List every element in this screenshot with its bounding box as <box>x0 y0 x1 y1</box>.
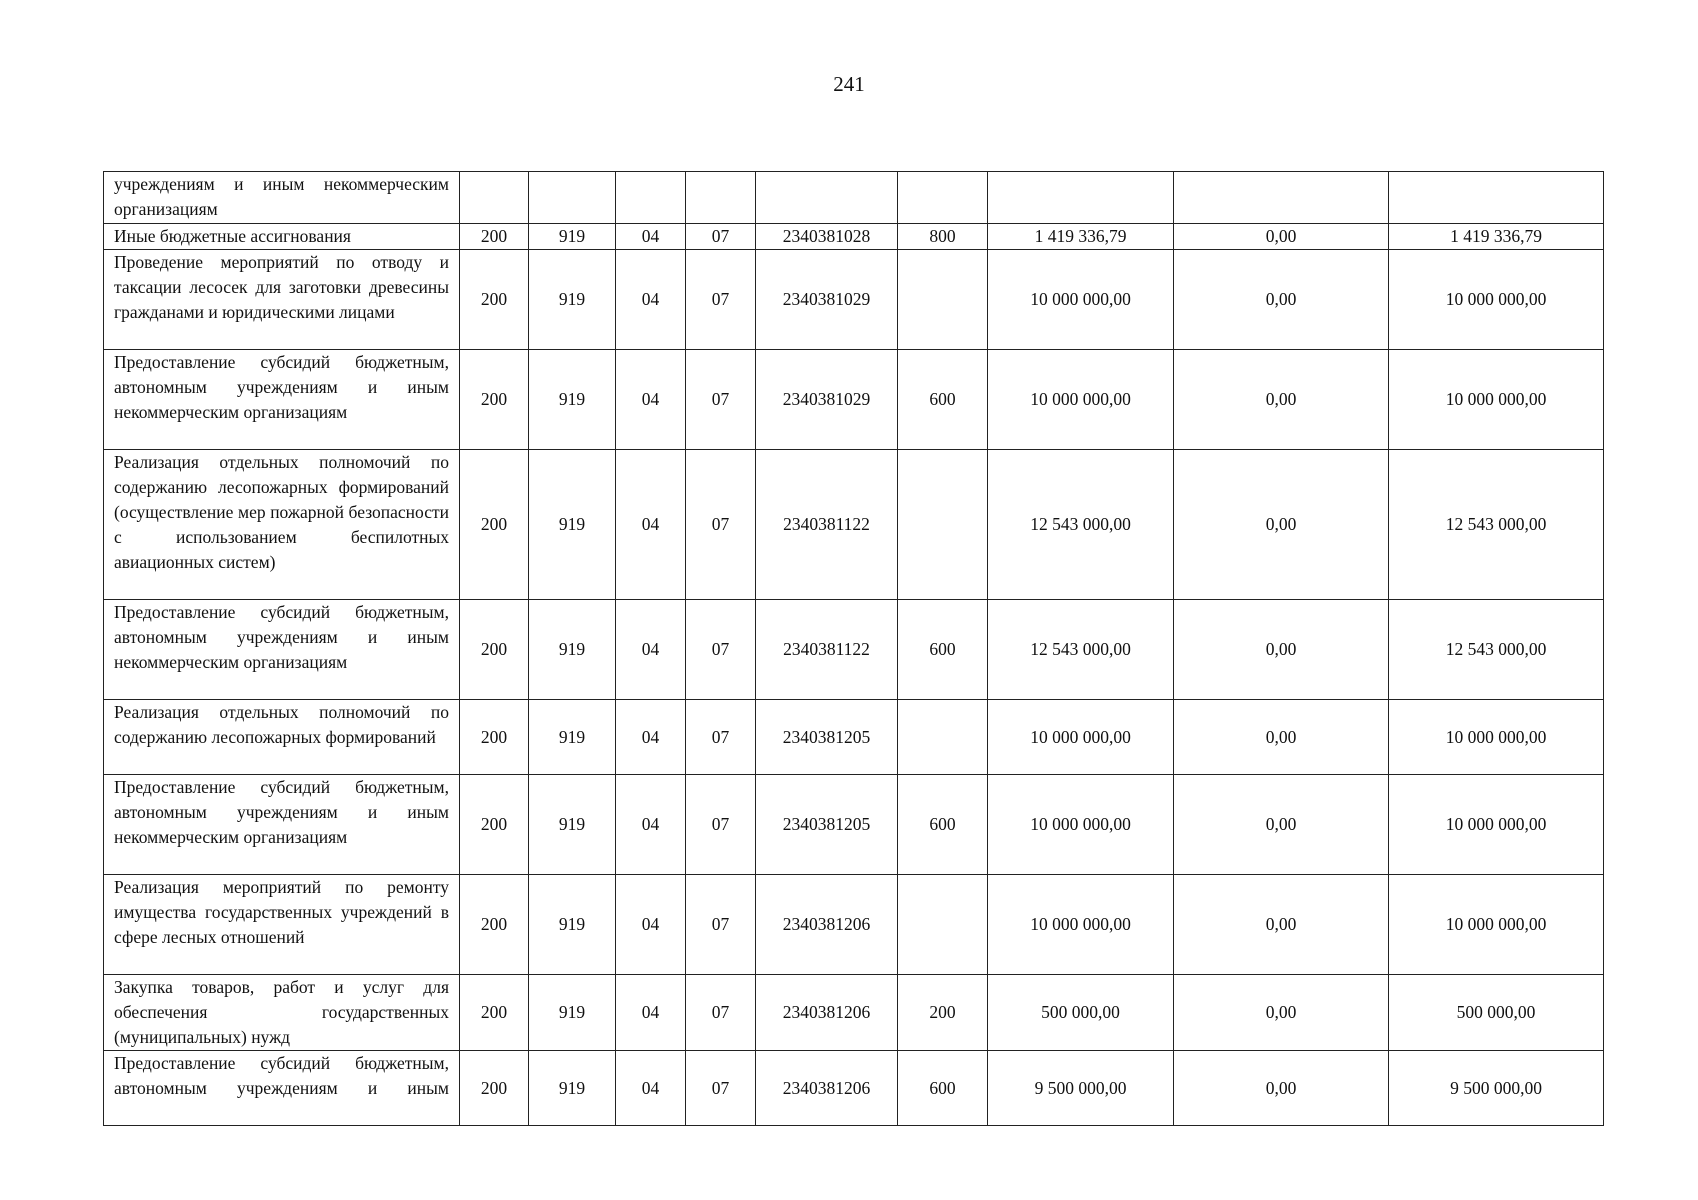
section-code: 04 <box>616 350 686 450</box>
target-article-code <box>756 172 898 224</box>
table-row <box>104 975 1604 1051</box>
ved-code: 919 <box>529 600 616 700</box>
expense-type-code: 600 <box>898 1051 988 1126</box>
sum-value: 10 000 000,00 <box>988 875 1174 975</box>
ved-code: 919 <box>529 775 616 875</box>
change-value: 0,00 <box>1174 600 1389 700</box>
section-code: 04 <box>616 775 686 875</box>
target-article-code: 2340381029 <box>756 350 898 450</box>
sum-value: 1 419 336,79 <box>988 224 1174 250</box>
table-row <box>104 875 1604 975</box>
change-value: 0,00 <box>1174 224 1389 250</box>
target-article-code: 2340381205 <box>756 775 898 875</box>
row-name: Закупка товаров, работ и услуг для обеспечения государственных (муниципальных) нужд <box>104 975 460 1051</box>
section-code: 04 <box>616 224 686 250</box>
sum-value: 10 000 000,00 <box>988 775 1174 875</box>
change-value: 0,00 <box>1174 775 1389 875</box>
row-name: учреждениям и иным некоммерческим организациям <box>104 172 460 224</box>
subsection-code: 07 <box>686 224 756 250</box>
row-name: Иные бюджетные ассигнования <box>104 224 460 250</box>
change-value <box>1174 172 1389 224</box>
expense-type-code: 200 <box>898 975 988 1051</box>
subsection-code: 07 <box>686 875 756 975</box>
change-value: 0,00 <box>1174 875 1389 975</box>
table-row <box>104 700 1604 775</box>
expense-type-code <box>898 172 988 224</box>
budget-table <box>103 171 1604 1126</box>
total-value <box>1389 172 1604 224</box>
section-code: 04 <box>616 450 686 600</box>
subsection-code: 07 <box>686 450 756 600</box>
change-value: 0,00 <box>1174 700 1389 775</box>
target-article-code: 2340381205 <box>756 700 898 775</box>
adm-code: 200 <box>460 1051 529 1126</box>
subsection-code: 07 <box>686 1051 756 1126</box>
expense-type-code: 600 <box>898 775 988 875</box>
row-name: Предоставление субсидий бюджетным, автономным учреждениям и иным <box>104 1051 460 1126</box>
ved-code: 919 <box>529 700 616 775</box>
table-row <box>104 775 1604 875</box>
adm-code: 200 <box>460 224 529 250</box>
sum-value: 10 000 000,00 <box>988 350 1174 450</box>
adm-code <box>460 172 529 224</box>
ved-code: 919 <box>529 250 616 350</box>
ved-code: 919 <box>529 450 616 600</box>
table-row <box>104 250 1604 350</box>
target-article-code: 2340381029 <box>756 250 898 350</box>
sum-value: 10 000 000,00 <box>988 700 1174 775</box>
adm-code: 200 <box>460 700 529 775</box>
target-article-code: 2340381206 <box>756 1051 898 1126</box>
adm-code: 200 <box>460 875 529 975</box>
total-value: 9 500 000,00 <box>1389 1051 1604 1126</box>
section-code <box>616 172 686 224</box>
adm-code: 200 <box>460 600 529 700</box>
subsection-code: 07 <box>686 975 756 1051</box>
expense-type-code: 600 <box>898 350 988 450</box>
subsection-code: 07 <box>686 775 756 875</box>
target-article-code: 2340381028 <box>756 224 898 250</box>
sum-value: 10 000 000,00 <box>988 250 1174 350</box>
expense-type-code: 600 <box>898 600 988 700</box>
section-code: 04 <box>616 600 686 700</box>
ved-code: 919 <box>529 224 616 250</box>
total-value: 10 000 000,00 <box>1389 775 1604 875</box>
change-value: 0,00 <box>1174 350 1389 450</box>
table-row <box>104 350 1604 450</box>
target-article-code: 2340381206 <box>756 975 898 1051</box>
row-name: Реализация мероприятий по ремонту имущества государственных учреждений в сфере лесных отношений <box>104 875 460 975</box>
expense-type-code <box>898 250 988 350</box>
sum-value: 12 543 000,00 <box>988 600 1174 700</box>
adm-code: 200 <box>460 975 529 1051</box>
row-name: Реализация отдельных полномочий по содержанию лесопожарных формирований <box>104 700 460 775</box>
ved-code: 919 <box>529 1051 616 1126</box>
change-value: 0,00 <box>1174 975 1389 1051</box>
ved-code: 919 <box>529 975 616 1051</box>
table-row <box>104 224 1604 250</box>
subsection-code: 07 <box>686 600 756 700</box>
ved-code: 919 <box>529 350 616 450</box>
table-row <box>104 450 1604 600</box>
sum-value: 500 000,00 <box>988 975 1174 1051</box>
ved-code <box>529 172 616 224</box>
row-name: Проведение мероприятий по отводу и таксации лесосек для заготовки древесины гражданами и юридическими лицами <box>104 250 460 350</box>
subsection-code <box>686 172 756 224</box>
section-code: 04 <box>616 975 686 1051</box>
change-value: 0,00 <box>1174 450 1389 600</box>
section-code: 04 <box>616 700 686 775</box>
row-name: Реализация отдельных полномочий по содержанию лесопожарных формирований (осуществление мер пожарной безопасности с использованием беспилотных авиационных систем) <box>104 450 460 600</box>
adm-code: 200 <box>460 250 529 350</box>
total-value: 12 543 000,00 <box>1389 450 1604 600</box>
change-value: 0,00 <box>1174 250 1389 350</box>
total-value: 10 000 000,00 <box>1389 350 1604 450</box>
total-value: 10 000 000,00 <box>1389 875 1604 975</box>
ved-code: 919 <box>529 875 616 975</box>
total-value: 500 000,00 <box>1389 975 1604 1051</box>
target-article-code: 2340381206 <box>756 875 898 975</box>
section-code: 04 <box>616 1051 686 1126</box>
table-row <box>104 1051 1604 1126</box>
total-value: 10 000 000,00 <box>1389 250 1604 350</box>
row-name: Предоставление субсидий бюджетным, автономным учреждениям и иным некоммерческим организациям <box>104 600 460 700</box>
expense-type-code: 800 <box>898 224 988 250</box>
change-value: 0,00 <box>1174 1051 1389 1126</box>
table-row <box>104 172 1604 224</box>
target-article-code: 2340381122 <box>756 600 898 700</box>
row-name: Предоставление субсидий бюджетным, автономным учреждениям и иным некоммерческим организациям <box>104 775 460 875</box>
adm-code: 200 <box>460 450 529 600</box>
adm-code: 200 <box>460 350 529 450</box>
expense-type-code <box>898 700 988 775</box>
sum-value <box>988 172 1174 224</box>
page-number: 241 <box>833 72 865 96</box>
row-name: Предоставление субсидий бюджетным, автономным учреждениям и иным некоммерческим организациям <box>104 350 460 450</box>
section-code: 04 <box>616 250 686 350</box>
expense-type-code <box>898 875 988 975</box>
total-value: 10 000 000,00 <box>1389 700 1604 775</box>
section-code: 04 <box>616 875 686 975</box>
expense-type-code <box>898 450 988 600</box>
adm-code: 200 <box>460 775 529 875</box>
subsection-code: 07 <box>686 700 756 775</box>
total-value: 12 543 000,00 <box>1389 600 1604 700</box>
total-value: 1 419 336,79 <box>1389 224 1604 250</box>
table-row <box>104 600 1604 700</box>
subsection-code: 07 <box>686 250 756 350</box>
sum-value: 12 543 000,00 <box>988 450 1174 600</box>
target-article-code: 2340381122 <box>756 450 898 600</box>
sum-value: 9 500 000,00 <box>988 1051 1174 1126</box>
subsection-code: 07 <box>686 350 756 450</box>
